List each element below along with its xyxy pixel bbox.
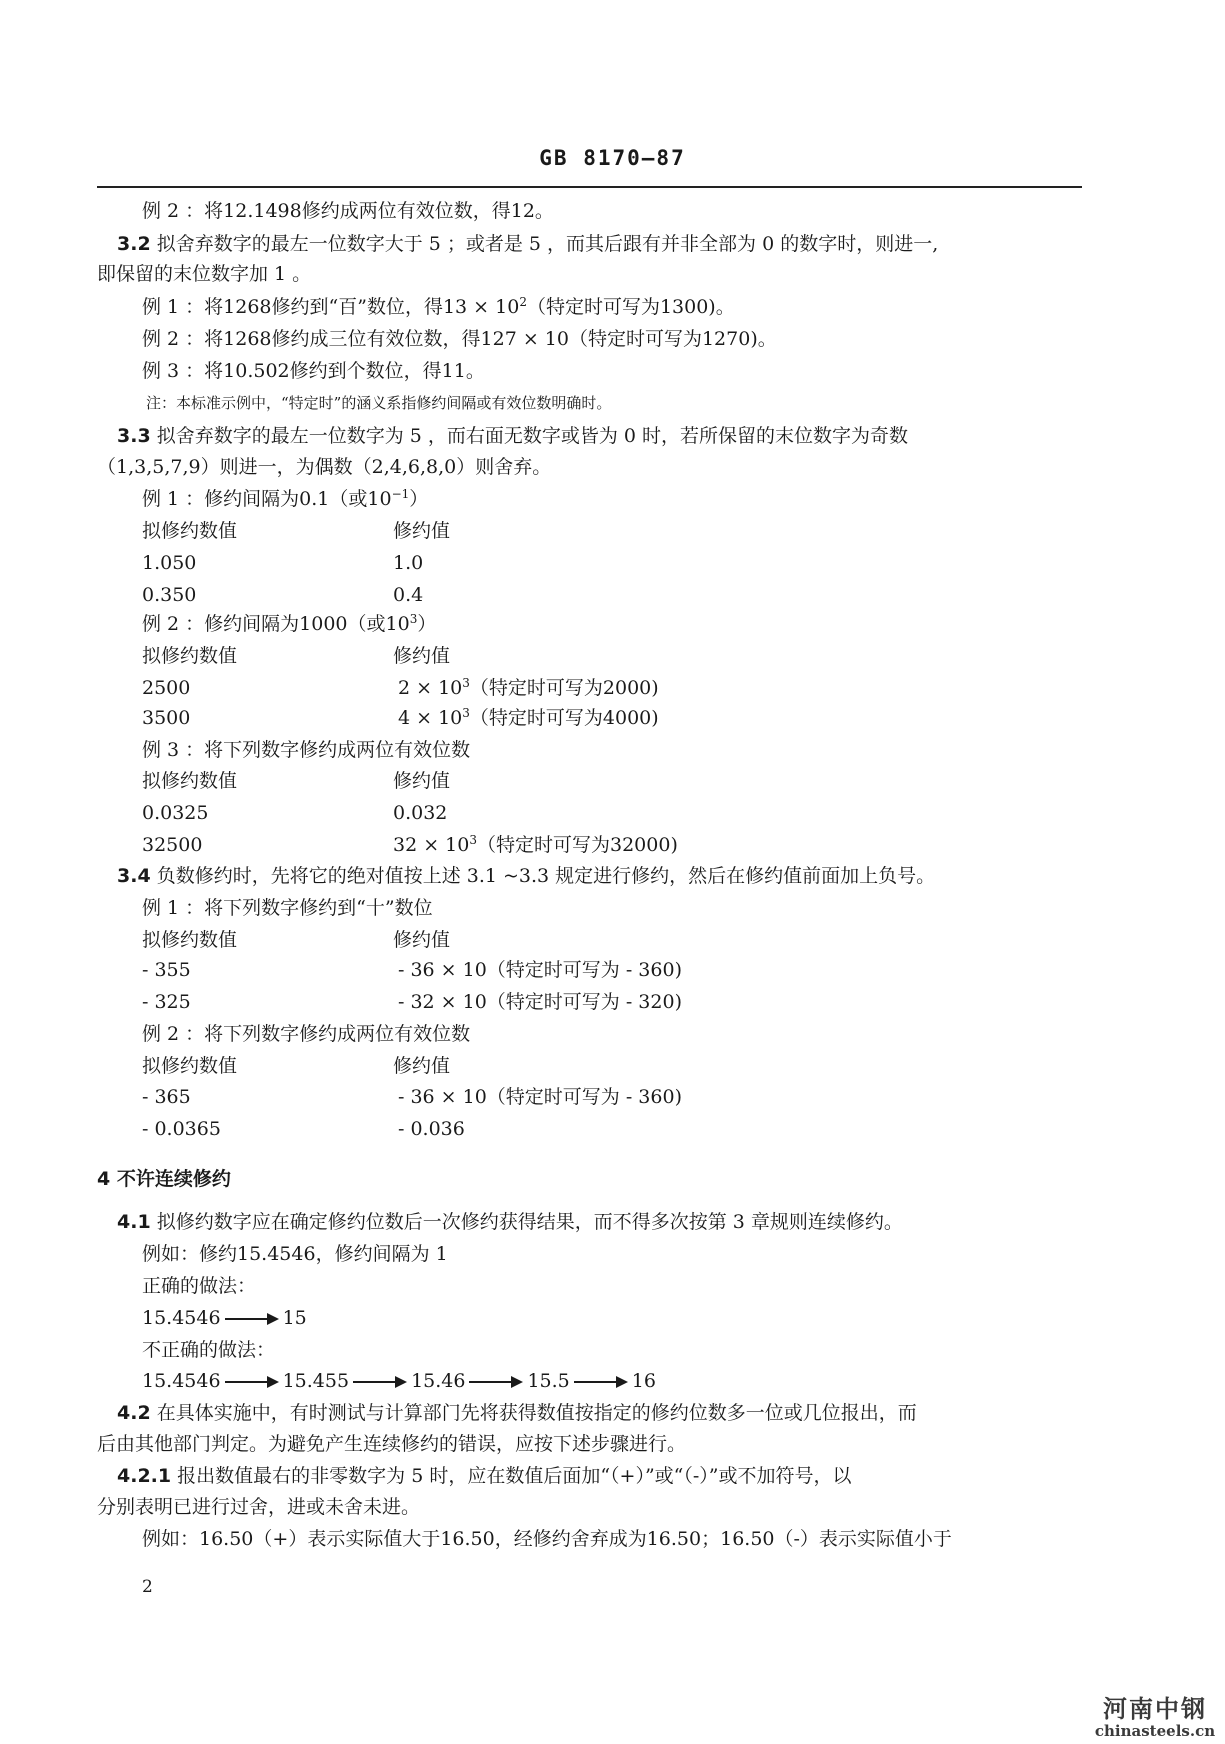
text-span: 即保留的末位数字加 1 。 [97, 263, 312, 285]
page-number: 2 [142, 1577, 153, 1597]
text-line [117, 863, 935, 889]
text-span: 报出数值最右的非零数字为 5 时，应在数值后面加“（+）”或“（-）”或不加符号，以 [171, 1465, 852, 1487]
text-line [142, 1241, 448, 1267]
text-span: 0.0325 [142, 802, 209, 824]
text-span: 16 [631, 1370, 656, 1392]
superscript: 3 [462, 676, 470, 690]
text-span: - 355 [142, 959, 191, 981]
text-span: - 325 [142, 991, 191, 1013]
text-line [398, 1084, 682, 1110]
superscript: 2 [519, 295, 527, 309]
text-span: 0.4 [393, 584, 424, 606]
text-line [142, 643, 237, 669]
text-span: ） [417, 613, 437, 635]
text-line [142, 1053, 237, 1079]
text-line [142, 1305, 307, 1331]
text-line [97, 261, 311, 287]
text-span: 1.0 [393, 552, 424, 574]
clause-number: 4.2 [117, 1402, 151, 1424]
text-span: 例 2 ：将1268修约成三位有效位数，得127 × 10（特定时可写为1270)。 [142, 328, 777, 350]
text-line [398, 675, 659, 701]
text-line [97, 454, 551, 480]
text-span: （特定时可写为2000) [469, 677, 659, 699]
text-line [142, 675, 190, 701]
text-line [97, 1431, 686, 1457]
text-span: - 0.036 [398, 1118, 465, 1140]
text-span: 4 × 10 [398, 707, 463, 729]
text-span: 修约值 [393, 929, 451, 951]
superscript: 3 [462, 706, 470, 720]
watermark-domain: chinasteels.cn [1094, 1722, 1216, 1740]
text-span: 在具体实施中，有时测试与计算部门先将获得数值按指定的修约位数多一位或几位报出，而 [150, 1402, 917, 1424]
clause-number: 3.4 [117, 865, 151, 887]
text-span: 正确的做法： [142, 1275, 257, 1297]
text-line [142, 705, 190, 731]
standard-code-header: GB 8170—87 [539, 146, 686, 170]
text-span: 例 2 ：修约间隔为1000（或10 [142, 613, 410, 635]
superscript: 3 [409, 612, 418, 626]
text-line [142, 1368, 656, 1394]
text-line [393, 643, 450, 669]
superscript: 3 [469, 833, 477, 847]
text-line [142, 550, 196, 576]
text-line [393, 832, 678, 858]
text-span: - 0.0365 [142, 1118, 221, 1140]
text-line [117, 231, 938, 257]
text-line [142, 768, 237, 794]
text-line [142, 927, 237, 953]
text-line [142, 198, 554, 224]
text-line [393, 1053, 450, 1079]
text-line [142, 957, 191, 983]
text-span: （特定时可写为32000) [477, 834, 678, 856]
arrow-icon [469, 1381, 521, 1383]
text-line [117, 1400, 917, 1426]
text-span: 拟修约数值 [142, 770, 238, 792]
text-span: ） [409, 488, 429, 510]
text-span: 15.5 [527, 1370, 570, 1392]
text-line [398, 989, 682, 1015]
text-line [393, 927, 450, 953]
text-line [393, 800, 447, 826]
text-span: 0.350 [142, 584, 197, 606]
arrow-icon [225, 1318, 277, 1320]
text-span: 拟舍弃数字的最左一位数字大于 5 ；或者是 5 ，而其后跟有并非全部为 0 的数字时，则进一, [150, 233, 939, 255]
text-span: 例 3 ：将10.502修约到个数位，得11。 [142, 360, 485, 382]
text-span: 负数修约时，先将它的绝对值按上述 3.1 ~3.3 规定进行修约，然后在修约值前面加上负号。 [150, 865, 936, 887]
text-line [393, 768, 450, 794]
text-line [393, 550, 423, 576]
text-line [117, 1209, 903, 1235]
text-span: - 32 × 10（特定时可写为 - 320) [398, 991, 682, 1013]
text-span: 15.46 [411, 1370, 466, 1392]
text-span: 例如：16.50（+）表示实际值大于16.50，经修约舍弃成为16.50；16.50（-）表示实际值小于 [142, 1528, 952, 1550]
text-line [97, 1166, 231, 1192]
text-span: - 36 × 10（特定时可写为 - 360) [398, 959, 682, 981]
header-rule [97, 186, 1082, 188]
text-span: 注：本标准示例中，“特定时”的涵义系指修约间隔或有效位数明确时。 [146, 394, 612, 412]
text-span: 4 不许连续修约 [97, 1168, 231, 1190]
text-line [142, 486, 428, 512]
text-line [142, 1021, 470, 1047]
text-span: 2 × 10 [398, 677, 463, 699]
site-watermark [1087, 1696, 1223, 1740]
text-line [398, 705, 659, 731]
text-span: 15.455 [282, 1370, 350, 1392]
text-span: 例 1 ：修约间隔为0.1（或10 [142, 488, 392, 510]
text-span: 拟修约数值 [142, 929, 238, 951]
clause-number: 3.3 [117, 425, 151, 447]
text-span: 32 × 10 [393, 834, 470, 856]
text-span: 例 1 ：将1268修约到“百”数位，得13 × 10 [142, 296, 520, 318]
text-span: 拟修约数值 [142, 520, 238, 542]
text-line [142, 737, 470, 763]
text-span: 例 1 ：将下列数字修约到“十”数位 [142, 897, 433, 919]
text-span: 3500 [142, 707, 191, 729]
text-line [142, 1526, 952, 1552]
text-line [142, 1084, 191, 1110]
text-span: 分别表明已进行过舍，进或未舍未进。 [97, 1496, 421, 1518]
text-span: 例 2 ：将下列数字修约成两位有效位数 [142, 1023, 471, 1045]
arrow-icon [574, 1381, 626, 1383]
text-span: - 36 × 10（特定时可写为 - 360) [398, 1086, 682, 1108]
text-span: （特定时可写为1300)。 [526, 296, 735, 318]
text-line [398, 957, 682, 983]
text-line [142, 358, 485, 384]
text-line [142, 832, 202, 858]
text-span: 例 3 ：将下列数字修约成两位有效位数 [142, 739, 471, 761]
text-line [142, 1273, 256, 1299]
text-line [142, 611, 436, 637]
text-span: （1,3,5,7,9）则进一，为偶数（2,4,6,8,0）则舍弃。 [97, 456, 552, 478]
text-line [142, 895, 433, 921]
text-line [142, 1337, 275, 1363]
text-line [142, 800, 208, 826]
text-span: 例 2 ：将12.1498修约成两位有效位数，得12。 [142, 200, 554, 222]
text-span: 修约值 [393, 645, 451, 667]
arrow-icon [225, 1381, 277, 1383]
text-span: 32500 [142, 834, 203, 856]
text-line [142, 989, 191, 1015]
clause-number: 4.2.1 [117, 1465, 172, 1487]
text-span: - 365 [142, 1086, 191, 1108]
text-span: 例如：修约15.4546，修约间隔为 1 [142, 1243, 448, 1265]
text-line [142, 518, 237, 544]
text-span: 拟舍弃数字的最左一位数字为 5 ，而右面无数字或皆为 0 时，若所保留的末位数字为奇数 [150, 425, 909, 447]
text-span: 15.4546 [142, 1370, 221, 1392]
text-span: 15 [282, 1307, 307, 1329]
text-span: 不正确的做法： [142, 1339, 276, 1361]
text-line [142, 582, 196, 608]
text-span: 修约值 [393, 1055, 451, 1077]
text-line [393, 518, 450, 544]
arrow-icon [353, 1381, 405, 1383]
superscript: −1 [391, 487, 410, 501]
text-line [117, 423, 908, 449]
text-span: 修约值 [393, 520, 451, 542]
text-line [97, 1494, 420, 1520]
text-span: 拟修约数值 [142, 645, 238, 667]
text-span: 15.4546 [142, 1307, 221, 1329]
clause-number: 4.1 [117, 1211, 151, 1233]
text-line [142, 326, 777, 352]
text-span: 修约值 [393, 770, 451, 792]
text-line [146, 390, 611, 416]
text-span: 后由其他部门判定。为避免产生连续修约的错误，应按下述步骤进行。 [97, 1433, 687, 1455]
text-span: 2500 [142, 677, 191, 699]
text-line [398, 1116, 465, 1142]
text-line [142, 294, 735, 320]
text-line [393, 582, 423, 608]
text-span: 1.050 [142, 552, 197, 574]
text-line [142, 1116, 221, 1142]
text-line [117, 1463, 852, 1489]
text-span: 拟修约数值 [142, 1055, 238, 1077]
clause-number: 3.2 [117, 233, 151, 255]
watermark-chinese: 河南中钢 [1103, 1695, 1207, 1723]
text-span: 拟修约数字应在确定修约位数后一次修约获得结果，而不得多次按第 3 章规则连续修约。 [150, 1211, 903, 1233]
text-span: 0.032 [393, 802, 448, 824]
text-span: （特定时可写为4000) [469, 707, 659, 729]
